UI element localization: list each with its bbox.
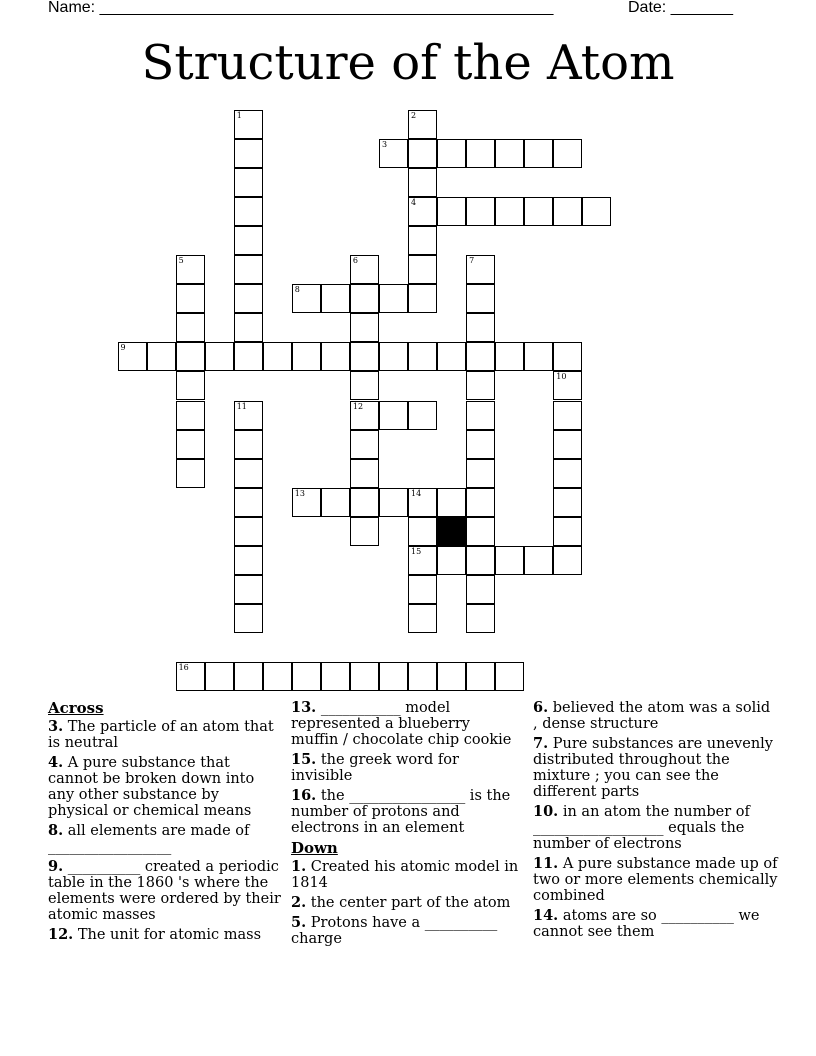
grid-cell[interactable] [437, 546, 466, 575]
grid-cell[interactable] [292, 488, 321, 517]
grid-cell[interactable] [379, 139, 408, 168]
clue-number-label: 6 [352, 256, 358, 266]
grid-cell[interactable] [437, 662, 466, 691]
clues-column-1 [48, 700, 283, 947]
grid-cell[interactable] [437, 197, 466, 226]
clue-text: the ________________ is the number of protons and electrons in an element [291, 788, 511, 836]
clue-number-label: 8 [294, 285, 300, 295]
grid-cell[interactable] [350, 459, 379, 488]
grid-cell[interactable] [263, 662, 292, 691]
clue-number: 3. [48, 718, 64, 735]
grid-cell[interactable] [176, 662, 205, 691]
grid-cell[interactable] [466, 197, 495, 226]
grid-cell[interactable] [350, 255, 379, 284]
grid-cell[interactable] [118, 342, 147, 371]
down-clue-2 [291, 895, 519, 911]
grid-cell[interactable] [234, 430, 263, 459]
across-clue-12 [48, 927, 283, 943]
grid-cell[interactable] [379, 662, 408, 691]
grid-cell[interactable] [553, 430, 582, 459]
date-field-label[interactable]: Date: _______ [628, 0, 733, 16]
grid-cell[interactable] [379, 401, 408, 430]
grid-cell[interactable] [350, 371, 379, 400]
grid-cell[interactable] [553, 139, 582, 168]
clue-text: atoms are so __________ we cannot see them [533, 908, 760, 940]
grid-cell[interactable] [234, 342, 263, 371]
clue-text: __________ created a periodic table in the 1860 's where the elements were ordered by their atomic masses [48, 859, 281, 923]
down-clue-11 [533, 856, 778, 904]
grid-cell[interactable] [408, 342, 437, 371]
clue-number: 6. [533, 699, 549, 716]
grid-cell[interactable] [350, 342, 379, 371]
clue-number: 13. [291, 699, 317, 716]
clue-number: 4. [48, 754, 64, 771]
grid-cell[interactable] [176, 401, 205, 430]
across-clue-8 [48, 823, 283, 855]
clue-number-label: 9 [120, 343, 126, 353]
grid-cell[interactable] [234, 401, 263, 430]
grid-cell[interactable] [408, 226, 437, 255]
clue-text: Pure substances are unevenly distributed throughout the mixture ; you can see the different parts [533, 736, 773, 800]
grid-cell[interactable] [495, 197, 524, 226]
clue-number-label: 16 [178, 662, 189, 672]
clue-text: believed the atom was a solid , dense structure [533, 700, 771, 732]
grid-cell[interactable] [408, 662, 437, 691]
grid-cell[interactable] [495, 546, 524, 575]
grid-cell[interactable] [524, 139, 553, 168]
clue-number: 1. [291, 858, 307, 875]
grid-cell[interactable] [176, 430, 205, 459]
grid-cell[interactable] [524, 546, 553, 575]
grid-cell[interactable] [350, 662, 379, 691]
clue-number-label: 15 [411, 546, 422, 556]
grid-cell[interactable] [437, 342, 466, 371]
grid-cell[interactable] [234, 139, 263, 168]
grid-cell[interactable] [466, 371, 495, 400]
grid-cell[interactable] [176, 313, 205, 342]
grid-cell[interactable] [350, 488, 379, 517]
clue-number-label: 14 [411, 488, 422, 498]
grid-cell[interactable] [553, 401, 582, 430]
down-heading: Down [291, 839, 338, 857]
across-clue-9 [48, 859, 283, 923]
grid-cell[interactable] [495, 342, 524, 371]
grid-cell[interactable] [234, 517, 263, 546]
clue-text: in an atom the number of __________________ equals the number of electrons [533, 804, 750, 852]
grid-cell[interactable] [408, 604, 437, 633]
clue-number: 10. [533, 803, 559, 820]
grid-cell[interactable] [176, 459, 205, 488]
grid-cell[interactable] [466, 342, 495, 371]
clue-number-label: 10 [556, 372, 567, 382]
grid-cell[interactable] [147, 342, 176, 371]
name-field-label[interactable]: Name: ___________________________________________________ [48, 0, 554, 16]
grid-cell[interactable] [379, 342, 408, 371]
grid-cell[interactable] [408, 575, 437, 604]
clue-text: A pure substance made up of two or more elements chemically combined [533, 856, 778, 904]
grid-cell[interactable] [466, 430, 495, 459]
grid-cell[interactable] [553, 488, 582, 517]
grid-cell[interactable] [234, 284, 263, 313]
grid-cell[interactable] [350, 313, 379, 342]
clue-number: 8. [48, 822, 64, 839]
clue-text: ___________ model represented a blueberry muffin / chocolate chip cookie [291, 700, 512, 748]
grid-cell[interactable] [408, 255, 437, 284]
grid-cell[interactable] [408, 284, 437, 313]
grid-cell[interactable] [466, 546, 495, 575]
grid-cell[interactable] [524, 197, 553, 226]
down-clue-1 [291, 859, 519, 891]
clue-number: 2. [291, 894, 307, 911]
clue-text: Created his atomic model in 1814 [291, 859, 519, 891]
clue-number: 15. [291, 751, 317, 768]
grid-cell[interactable] [234, 313, 263, 342]
down-clue-7 [533, 736, 778, 800]
grid-cell[interactable] [437, 488, 466, 517]
grid-cell[interactable] [379, 284, 408, 313]
grid-cell[interactable] [553, 546, 582, 575]
clue-number-label: 1 [236, 111, 242, 120]
grid-cell[interactable] [553, 342, 582, 371]
grid-cell[interactable] [263, 342, 292, 371]
down-clue-10 [533, 804, 778, 852]
grid-cell[interactable] [350, 401, 379, 430]
grid-cell[interactable] [408, 139, 437, 168]
grid-black-cell [437, 517, 466, 546]
grid-cell[interactable] [350, 284, 379, 313]
clue-text: A pure substance that cannot be broken down into any other substance by physical or chemical means [48, 755, 255, 819]
grid-cell[interactable] [553, 459, 582, 488]
clue-number: 5. [291, 914, 307, 931]
grid-cell[interactable] [408, 197, 437, 226]
clue-text: the center part of the atom [310, 895, 511, 911]
grid-cell[interactable] [176, 284, 205, 313]
grid-cell[interactable] [234, 197, 263, 226]
across-clue-15 [291, 752, 519, 784]
across-clue-4 [48, 755, 283, 819]
across-heading: Across [48, 699, 104, 717]
grid-cell[interactable] [466, 401, 495, 430]
clue-text: The unit for atomic mass [77, 927, 262, 943]
down-clue-14 [533, 908, 778, 940]
clue-number: 11. [533, 855, 559, 872]
clues-column-3 [533, 700, 778, 944]
grid-cell[interactable] [553, 371, 582, 400]
grid-cell[interactable] [466, 459, 495, 488]
clue-number-label: 3 [381, 140, 388, 150]
grid-cell[interactable] [234, 662, 263, 691]
grid-cell[interactable] [205, 342, 234, 371]
clue-number: 7. [533, 735, 549, 752]
grid-cell[interactable] [234, 604, 263, 633]
grid-cell[interactable] [176, 255, 205, 284]
across-clue-13 [291, 700, 519, 748]
clue-number: 14. [533, 907, 559, 924]
clue-number-label: 7 [469, 256, 475, 266]
grid-cell[interactable] [408, 488, 437, 517]
grid-cell[interactable] [292, 284, 321, 313]
grid-cell[interactable] [205, 662, 234, 691]
clues-column-2 [291, 700, 519, 951]
grid-cell[interactable] [408, 517, 437, 546]
grid-cell[interactable] [466, 517, 495, 546]
grid-cell[interactable] [234, 546, 263, 575]
grid-cell[interactable] [234, 575, 263, 604]
grid-cell[interactable] [408, 168, 437, 197]
grid-cell[interactable] [292, 662, 321, 691]
grid-cell[interactable] [321, 284, 350, 313]
grid-cell[interactable] [466, 139, 495, 168]
grid-cell[interactable] [234, 226, 263, 255]
page-title: Structure of the Atom [141, 35, 675, 91]
grid-cell[interactable] [234, 459, 263, 488]
grid-cell[interactable] [176, 342, 205, 371]
grid-cell[interactable] [495, 139, 524, 168]
down-clue-6 [533, 700, 778, 732]
grid-cell[interactable] [234, 488, 263, 517]
grid-cell[interactable] [234, 255, 263, 284]
grid-cell[interactable] [408, 401, 437, 430]
grid-cell[interactable] [466, 604, 495, 633]
grid-cell[interactable] [466, 284, 495, 313]
grid-cell[interactable] [408, 546, 437, 575]
grid-cell[interactable] [466, 662, 495, 691]
grid-cell[interactable] [350, 517, 379, 546]
grid-cell[interactable] [437, 139, 466, 168]
grid-cell[interactable] [582, 197, 611, 226]
grid-cell[interactable] [553, 517, 582, 546]
grid-cell[interactable] [321, 342, 350, 371]
clue-number-label: 13 [294, 488, 305, 498]
grid-cell[interactable] [321, 488, 350, 517]
grid-cell[interactable] [524, 342, 553, 371]
grid-cell[interactable] [350, 430, 379, 459]
clue-number: 16. [291, 787, 317, 804]
grid-cell[interactable] [495, 662, 524, 691]
clue-text: The particle of an atom that is neutral [48, 719, 274, 751]
grid-cell[interactable] [234, 168, 263, 197]
grid-cell[interactable] [176, 371, 205, 400]
grid-cell[interactable] [379, 488, 408, 517]
down-clue-5 [291, 915, 519, 947]
grid-cell[interactable] [466, 575, 495, 604]
grid-cell[interactable] [321, 662, 350, 691]
grid-cell[interactable] [234, 110, 263, 139]
clue-number: 12. [48, 926, 74, 943]
clue-number: 9. [48, 858, 64, 875]
clue-text: the greek word for invisible [291, 752, 459, 784]
grid-cell[interactable] [292, 342, 321, 371]
across-clue-3 [48, 719, 283, 751]
clue-number-label: 4 [411, 198, 417, 208]
grid-cell[interactable] [408, 110, 437, 139]
grid-cell[interactable] [466, 313, 495, 342]
grid-cell[interactable] [466, 255, 495, 284]
clue-text: all elements are made of _________________ [48, 823, 250, 855]
clue-text: Protons have a __________ charge [291, 915, 498, 947]
across-clue-16 [291, 788, 519, 836]
clue-number-label: 12 [352, 401, 364, 411]
clue-number-label: 11 [236, 401, 247, 411]
grid-cell[interactable] [553, 197, 582, 226]
clue-number-label: 2 [411, 111, 417, 120]
clue-number-label: 5 [178, 256, 184, 266]
grid-cell[interactable] [466, 488, 495, 517]
